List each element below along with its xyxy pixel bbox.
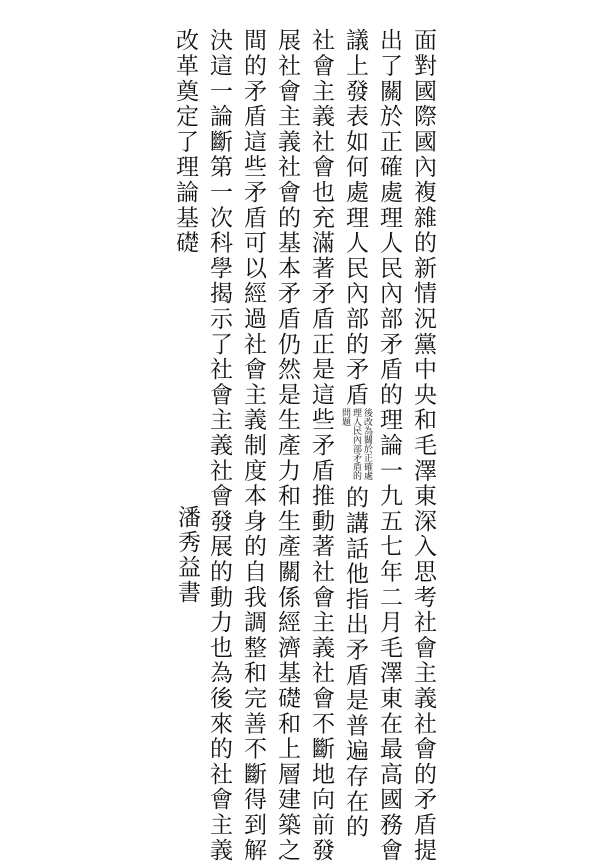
text-column-5: 展社會主義社會的基本矛盾仍然是生產力和生產關係經濟基礎和上層建築之	[274, 28, 300, 863]
inline-annotation: 後改為關於正確處理人民內部矛盾的問題	[340, 407, 372, 480]
text-column-3-after-note: 的講話他指出矛盾是普遍存在的	[342, 485, 368, 840]
text-column-3-before-note: 議上發表如何處理人民內部的矛盾	[342, 28, 368, 408]
text-column-1: 面對國際國內複雜的新情況黨中央和毛澤東深入思考社會主義社會的矛盾提	[410, 28, 436, 863]
text-column-2: 出了關於正確處理人民內部矛盾的理論一九五七年二月毛澤東在最高國務會	[376, 28, 402, 863]
text-column-6: 間的矛盾這些矛盾可以經過社會主義制度本身的自我調整和完善不斷得到解	[240, 28, 266, 863]
text-column-8: 改革奠定了理論基礎	[172, 28, 198, 256]
text-column-3	[338, 28, 372, 840]
text-column-4: 社會主義社會也充滿著矛盾正是這些矛盾推動著社會主義社會不斷地向前發	[308, 28, 334, 863]
signature: 潘秀益書	[174, 505, 200, 605]
text-column-7: 決這一論斷第一次科學揭示了社會主義社會發展的動力也為後來的社會主義	[206, 28, 232, 863]
